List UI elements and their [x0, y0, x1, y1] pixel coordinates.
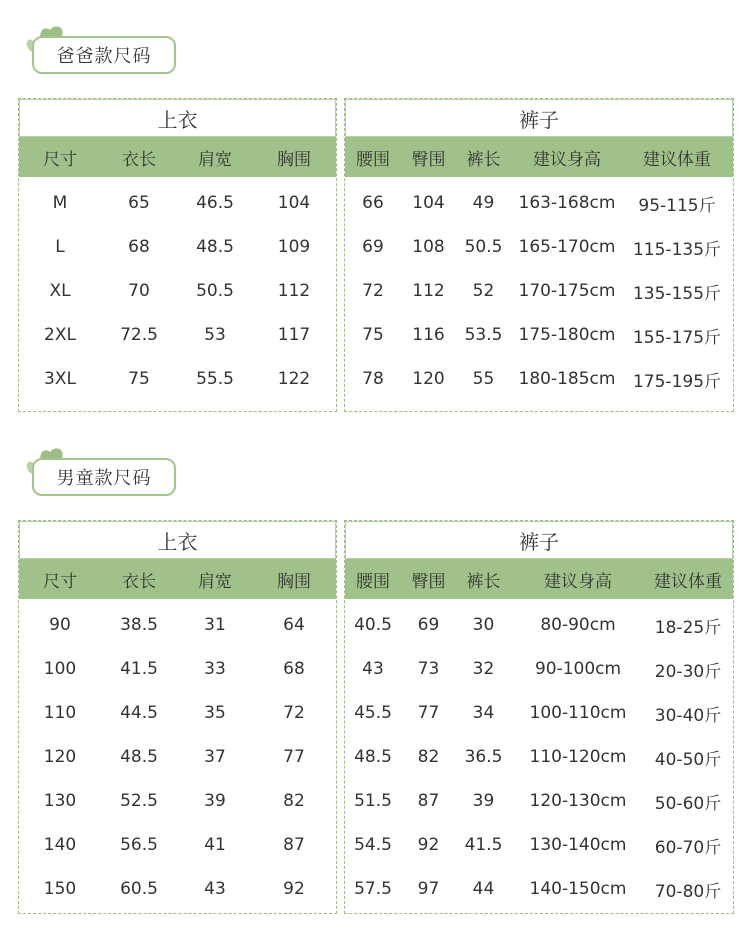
column-header: 胸围 — [277, 571, 311, 592]
table-cell: 50.5 — [464, 237, 503, 257]
table-cell: 72.5 — [120, 325, 158, 345]
table-row — [345, 779, 733, 823]
table-cell: 39 — [472, 791, 495, 811]
table-cell: 155-175斤 — [632, 327, 722, 348]
table-cell: 72 — [362, 281, 384, 301]
table-cell: 75 — [128, 369, 150, 389]
table-cell: 40-50斤 — [654, 749, 722, 770]
table-cell: 57.5 — [354, 879, 392, 899]
boy-tops-table — [18, 520, 337, 914]
table-title: 上衣 — [19, 99, 336, 137]
table-cell: 170-175cm — [518, 281, 616, 301]
table-row — [345, 823, 733, 867]
table-cell: 175-180cm — [518, 325, 616, 345]
table-cell: 163-168cm — [518, 193, 616, 213]
table-row — [19, 357, 336, 401]
table-cell: 18-25斤 — [654, 617, 722, 638]
table-cell: 48.5 — [120, 747, 158, 767]
table-row — [19, 647, 336, 691]
table-row — [19, 691, 336, 735]
table-cell: 165-170cm — [518, 237, 616, 257]
column-header: 衣长 — [122, 149, 156, 170]
column-header: 衣长 — [122, 571, 156, 592]
section-title-dad — [22, 18, 182, 78]
table-cell: 50-60斤 — [654, 793, 722, 814]
table-cell: 70 — [128, 281, 150, 301]
table-cell: 32 — [472, 659, 495, 679]
table-header-row — [19, 137, 336, 177]
table-cell: 46.5 — [196, 193, 234, 213]
table-cell: 73 — [417, 659, 440, 679]
column-header: 臀围 — [411, 571, 446, 592]
table-cell: XL — [49, 281, 71, 301]
table-cell: 41 — [204, 835, 226, 855]
column-header: 建议身高 — [533, 149, 601, 170]
table-cell: 41.5 — [120, 659, 158, 679]
table-title: 裤子 — [345, 99, 733, 137]
table-row — [19, 735, 336, 779]
column-header: 胸围 — [277, 149, 311, 170]
table-cell: 53 — [204, 325, 226, 345]
table-cell: 180-185cm — [518, 369, 616, 389]
table-row — [345, 225, 733, 269]
table-cell: 115-135斤 — [632, 239, 722, 260]
table-cell: 70-80斤 — [654, 881, 722, 902]
table-cell: 65 — [128, 193, 150, 213]
table-row — [345, 357, 733, 401]
table-cell: 112 — [412, 281, 445, 301]
column-header: 肩宽 — [198, 149, 232, 170]
table-cell: 82 — [417, 747, 440, 767]
table-cell: 150 — [43, 879, 77, 899]
table-row — [345, 269, 733, 313]
table-row — [345, 181, 733, 225]
table-cell: 175-195斤 — [632, 371, 722, 392]
column-header: 建议体重 — [654, 571, 722, 592]
table-cell: L — [55, 237, 65, 257]
table-cell: 80-90cm — [540, 615, 616, 635]
dad-tops-table — [18, 98, 337, 412]
table-cell: 30 — [472, 615, 495, 635]
table-cell: 69 — [417, 615, 440, 635]
table-cell: 92 — [283, 879, 305, 899]
column-header: 建议身高 — [544, 571, 612, 592]
table-cell: 36.5 — [464, 747, 503, 767]
table-cell: 100-110cm — [529, 703, 627, 723]
column-header: 腰围 — [356, 571, 390, 592]
table-cell: 55 — [472, 369, 495, 389]
table-row — [19, 823, 336, 867]
table-cell: 97 — [417, 879, 440, 899]
table-cell: 37 — [204, 747, 226, 767]
column-header: 裤长 — [466, 571, 501, 592]
table-cell: 77 — [417, 703, 440, 723]
table-cell: 82 — [283, 791, 305, 811]
table-cell: M — [52, 193, 68, 213]
table-cell: 117 — [277, 325, 311, 345]
section-title-label: 男童款尺码 — [32, 458, 176, 496]
table-cell: 104 — [277, 193, 311, 213]
table-cell: 90 — [49, 615, 71, 635]
section-title-label: 爸爸款尺码 — [32, 36, 176, 74]
table-cell: 60.5 — [120, 879, 158, 899]
table-row — [345, 313, 733, 357]
column-header: 尺寸 — [43, 149, 77, 170]
table-cell: 48.5 — [196, 237, 234, 257]
table-cell: 39 — [204, 791, 226, 811]
table-row — [345, 647, 733, 691]
table-cell: 30-40斤 — [654, 705, 722, 726]
table-cell: 140-150cm — [529, 879, 627, 899]
table-cell: 77 — [283, 747, 305, 767]
table-cell: 110-120cm — [529, 747, 627, 767]
table-cell: 54.5 — [354, 835, 392, 855]
table-cell: 40.5 — [354, 615, 392, 635]
table-row — [19, 779, 336, 823]
table-header-row — [345, 559, 733, 599]
table-cell: 43 — [204, 879, 226, 899]
table-cell: 135-155斤 — [632, 283, 722, 304]
table-cell: 87 — [417, 791, 440, 811]
table-cell: 52 — [472, 281, 495, 301]
table-row — [19, 603, 336, 647]
table-title: 上衣 — [19, 521, 336, 559]
table-cell: 68 — [128, 237, 150, 257]
section-title-boy — [22, 440, 182, 500]
table-cell: 55.5 — [196, 369, 234, 389]
table-cell: 100 — [43, 659, 77, 679]
table-cell: 120 — [43, 747, 77, 767]
table-cell: 44.5 — [120, 703, 158, 723]
table-title: 裤子 — [345, 521, 733, 559]
table-row — [19, 269, 336, 313]
table-row — [345, 603, 733, 647]
table-cell: 48.5 — [354, 747, 392, 767]
table-cell: 56.5 — [120, 835, 158, 855]
table-header-row — [345, 137, 733, 177]
table-cell: 35 — [204, 703, 226, 723]
table-cell: 109 — [277, 237, 311, 257]
table-row — [19, 225, 336, 269]
table-cell: 120 — [412, 369, 445, 389]
table-row — [345, 735, 733, 779]
table-cell: 78 — [362, 369, 384, 389]
table-cell: 34 — [472, 703, 495, 723]
table-cell: 120-130cm — [529, 791, 627, 811]
dad-pants-table — [344, 98, 734, 412]
table-row — [19, 313, 336, 357]
table-row — [19, 181, 336, 225]
table-cell: 92 — [417, 835, 440, 855]
table-cell: 116 — [412, 325, 445, 345]
table-cell: 20-30斤 — [654, 661, 722, 682]
column-header: 臀围 — [411, 149, 446, 170]
table-cell: 44 — [472, 879, 495, 899]
table-cell: 130-140cm — [529, 835, 627, 855]
table-cell: 108 — [412, 237, 445, 257]
column-header: 建议体重 — [643, 149, 711, 170]
table-cell: 69 — [362, 237, 384, 257]
table-cell: 66 — [362, 193, 384, 213]
table-cell: 122 — [277, 369, 311, 389]
table-cell: 53.5 — [464, 325, 503, 345]
table-cell: 95-115斤 — [638, 195, 716, 216]
table-cell: 104 — [412, 193, 445, 213]
table-cell: 51.5 — [354, 791, 392, 811]
table-row — [19, 867, 336, 911]
table-cell: 140 — [43, 835, 77, 855]
table-row — [345, 867, 733, 911]
table-header-row — [19, 559, 336, 599]
table-cell: 52.5 — [120, 791, 158, 811]
table-cell: 72 — [283, 703, 305, 723]
table-cell: 87 — [283, 835, 305, 855]
table-row — [345, 691, 733, 735]
table-cell: 31 — [204, 615, 226, 635]
column-header: 腰围 — [356, 149, 390, 170]
table-cell: 2XL — [44, 325, 76, 345]
table-cell: 3XL — [44, 369, 76, 389]
table-cell: 38.5 — [120, 615, 158, 635]
table-cell: 110 — [43, 703, 77, 723]
table-cell: 68 — [283, 659, 305, 679]
column-header: 尺寸 — [43, 571, 77, 592]
table-cell: 33 — [204, 659, 226, 679]
table-cell: 60-70斤 — [654, 837, 722, 858]
table-cell: 90-100cm — [534, 659, 622, 679]
column-header: 裤长 — [466, 149, 501, 170]
table-cell: 45.5 — [354, 703, 392, 723]
table-cell: 43 — [362, 659, 384, 679]
table-cell: 130 — [43, 791, 77, 811]
table-cell: 64 — [283, 615, 305, 635]
boy-pants-table — [344, 520, 734, 914]
table-cell: 75 — [362, 325, 384, 345]
table-cell: 49 — [472, 193, 495, 213]
table-cell: 41.5 — [464, 835, 503, 855]
column-header: 肩宽 — [198, 571, 232, 592]
table-cell: 112 — [277, 281, 311, 301]
table-cell: 50.5 — [196, 281, 234, 301]
